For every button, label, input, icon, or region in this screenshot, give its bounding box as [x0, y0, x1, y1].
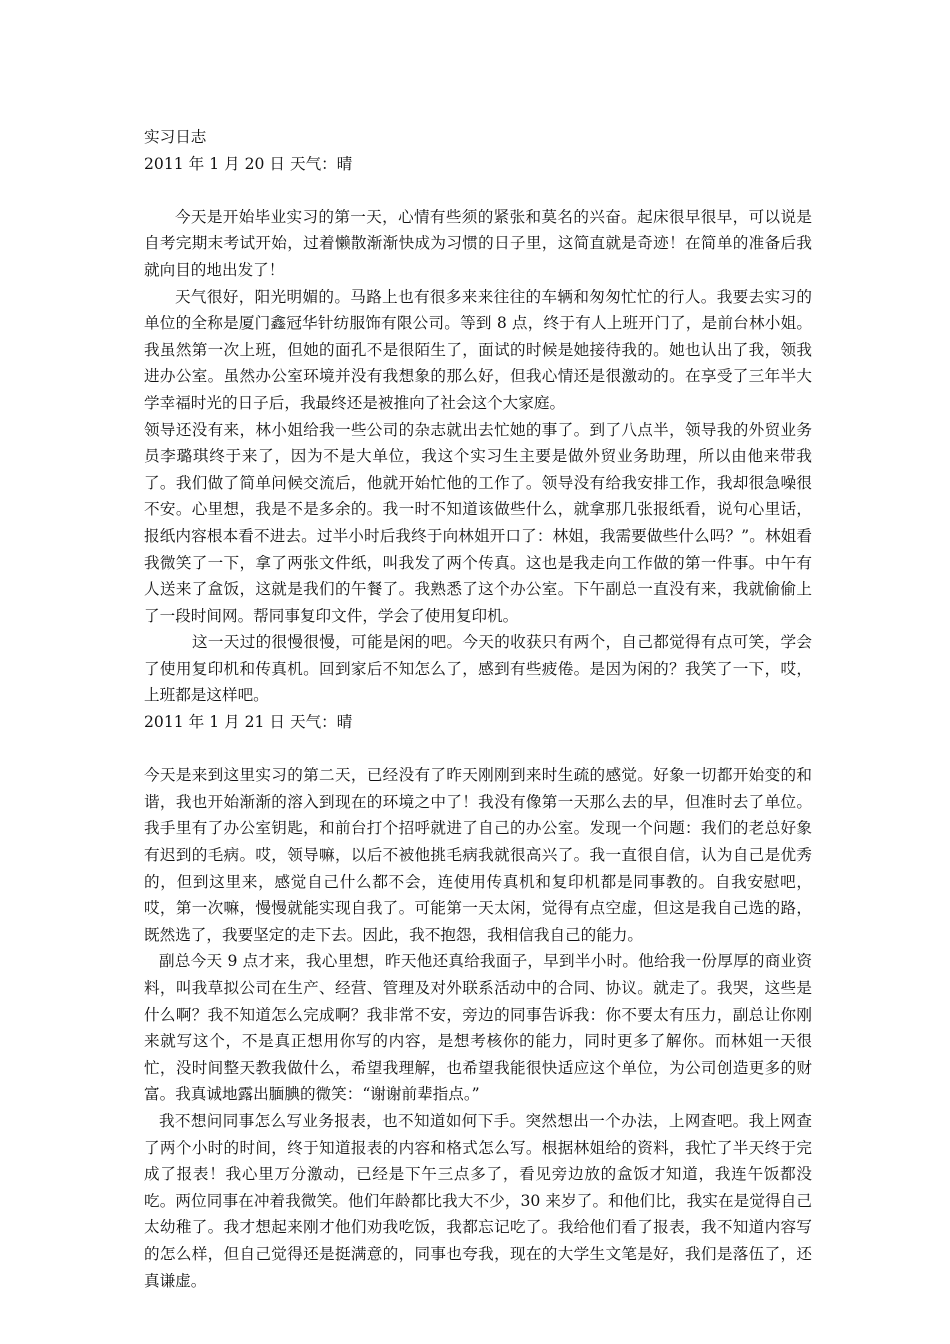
paragraph: 天气很好，阳光明媚的。马路上也有很多来来往往的车辆和匆匆忙忙的行人。我要去实习的单位的全称是厦门鑫冠华针纺服饰有限公司。等到 8 点，终于有人上班开门了，是前台林小姐。我虽然第一次上班，但她的面孔不是很陌生了，面试的时候是她接待我的。她也认出了我，领我进办公室。虽然办公室环境并没有我想象的那么好，但我心情还是很激动的。在享受了三年半大学幸福时光的日子后，我最终还是被推向了社会这个大家庭。: [144, 287, 812, 412]
document-body: [144, 124, 812, 1294]
document-title: 实习日志: [144, 128, 207, 146]
blank-line: [144, 736, 812, 763]
blank-line: [144, 177, 812, 204]
paragraph: 今天是来到这里实习的第二天，已经没有了昨天刚刚到来时生疏的感觉。好象一切都开始变的和谐，我也开始渐渐的溶入到现在的环境之中了！我没有像第一天那么去的早，但准时去了单位。我手里有了办公室钥匙，和前台打个招呼就进了自己的办公室。发现一个问题：我们的老总好象有迟到的毛病。哎，领导嘛，以后不被他挑毛病我就很高兴了。我一直很自信，认为自己是优秀的，但到这里来，感觉自己什么都不会，连使用传真机和复印机都是同事教的。自我安慰吧，哎，第一次嘛，慢慢就能实现自我了。可能第一天太闲，觉得有点空虚，但这是我自己选的路，既然选了，我要坚定的走下去。因此，我不抱怨，我相信我自己的能力。: [144, 766, 812, 944]
paragraph: 副总今天 9 点才来，我心里想，昨天他还真给我面子，早到半小时。他给我一份厚厚的商业资料，叫我草拟公司在生产、经营、管理及对外联系活动中的合同、协议。就走了。我哭，这些是什么啊？我不知道怎么完成啊？我非常不安，旁边的同事告诉我：你不要太有压力，副总让你刚来就写这个，不是真正想用你写的内容，是想考核你的能力，同时更多了解你。而林姐一天很忙，没时间整天教我做什么，希望我理解，也希望我能很快适应这个单位，为公司创造更多的财富。我真诚地露出腼腆的微笑：“谢谢前辈指点。”: [144, 952, 812, 1104]
paragraph: 领导还没有来，林小姐给我一些公司的杂志就出去忙她的事了。到了八点半，领导我的外贸业务员李璐琪终于来了，因为不是大单位，我这个实习生主要是做外贸业务助理，所以由他来带我了。我们做了简单问候交流后，他就开始忙他的工作了。领导没有给我安排工作，我却很急噪很不安。心里想，我是不是多余的。我一时不知道该做些什么，就拿那几张报纸看，说句心里话，报纸内容根本看不进去。过半小时后我终于向林姐开口了：林姐，我需要做些什么吗？”。林姐看我微笑了一下，拿了两张文件纸，叫我发了两个传真。这也是我走向工作做的第一件事。中午有人送来了盒饭，这就是我们的午餐了。我熟悉了这个办公室。下午副总一直没有来，我就偷偷上了一段时间网。帮同事复印文件，学会了使用复印机。: [144, 420, 812, 625]
paragraph: 我不想问同事怎么写业务报表，也不知道如何下手。突然想出一个办法，上网查吧。我上网查了两个小时的时间，终于知道报表的内容和格式怎么写。根据林姐给的资料，我忙了半天终于完成了报表！我心里万分激动，已经是下午三点多了，看见旁边放的盒饭才知道，我连午饭都没吃。两位同事在冲着我微笑。他们年龄都比我大不少，30 来岁了。和他们比，我实在是觉得自己太幼稚了。我才想起来刚才他们劝我吃饭，我都忘记吃了。我给他们看了报表，我不知道内容写的怎么样，但自己觉得还是挺满意的，同事也夸我，现在的大学生文笔是好，我们是落伍了，还真谦虚。: [144, 1111, 812, 1290]
entry-date: 2011 年 1 月 20 日 天气：晴: [144, 154, 353, 173]
paragraph: 这一天过的很慢很慢，可能是闲的吧。今天的收获只有两个，自己都觉得有点可笑，学会了使用复印机和传真机。回到家后不知怎么了，感到有些疲倦。是因为闲的？我笑了一下，哎，上班都是这样吧。: [144, 633, 812, 705]
paragraph: 今天是开始毕业实习的第一天，心情有些须的紧张和莫名的兴奋。起床很早很早，可以说是自考完期末考试开始，过着懒散渐渐快成为习惯的日子里，这简直就是奇迹！在简单的准备后我就向目的地出发了！: [144, 207, 812, 279]
entry-date: 2011 年 1 月 21 日 天气：晴: [144, 713, 353, 732]
